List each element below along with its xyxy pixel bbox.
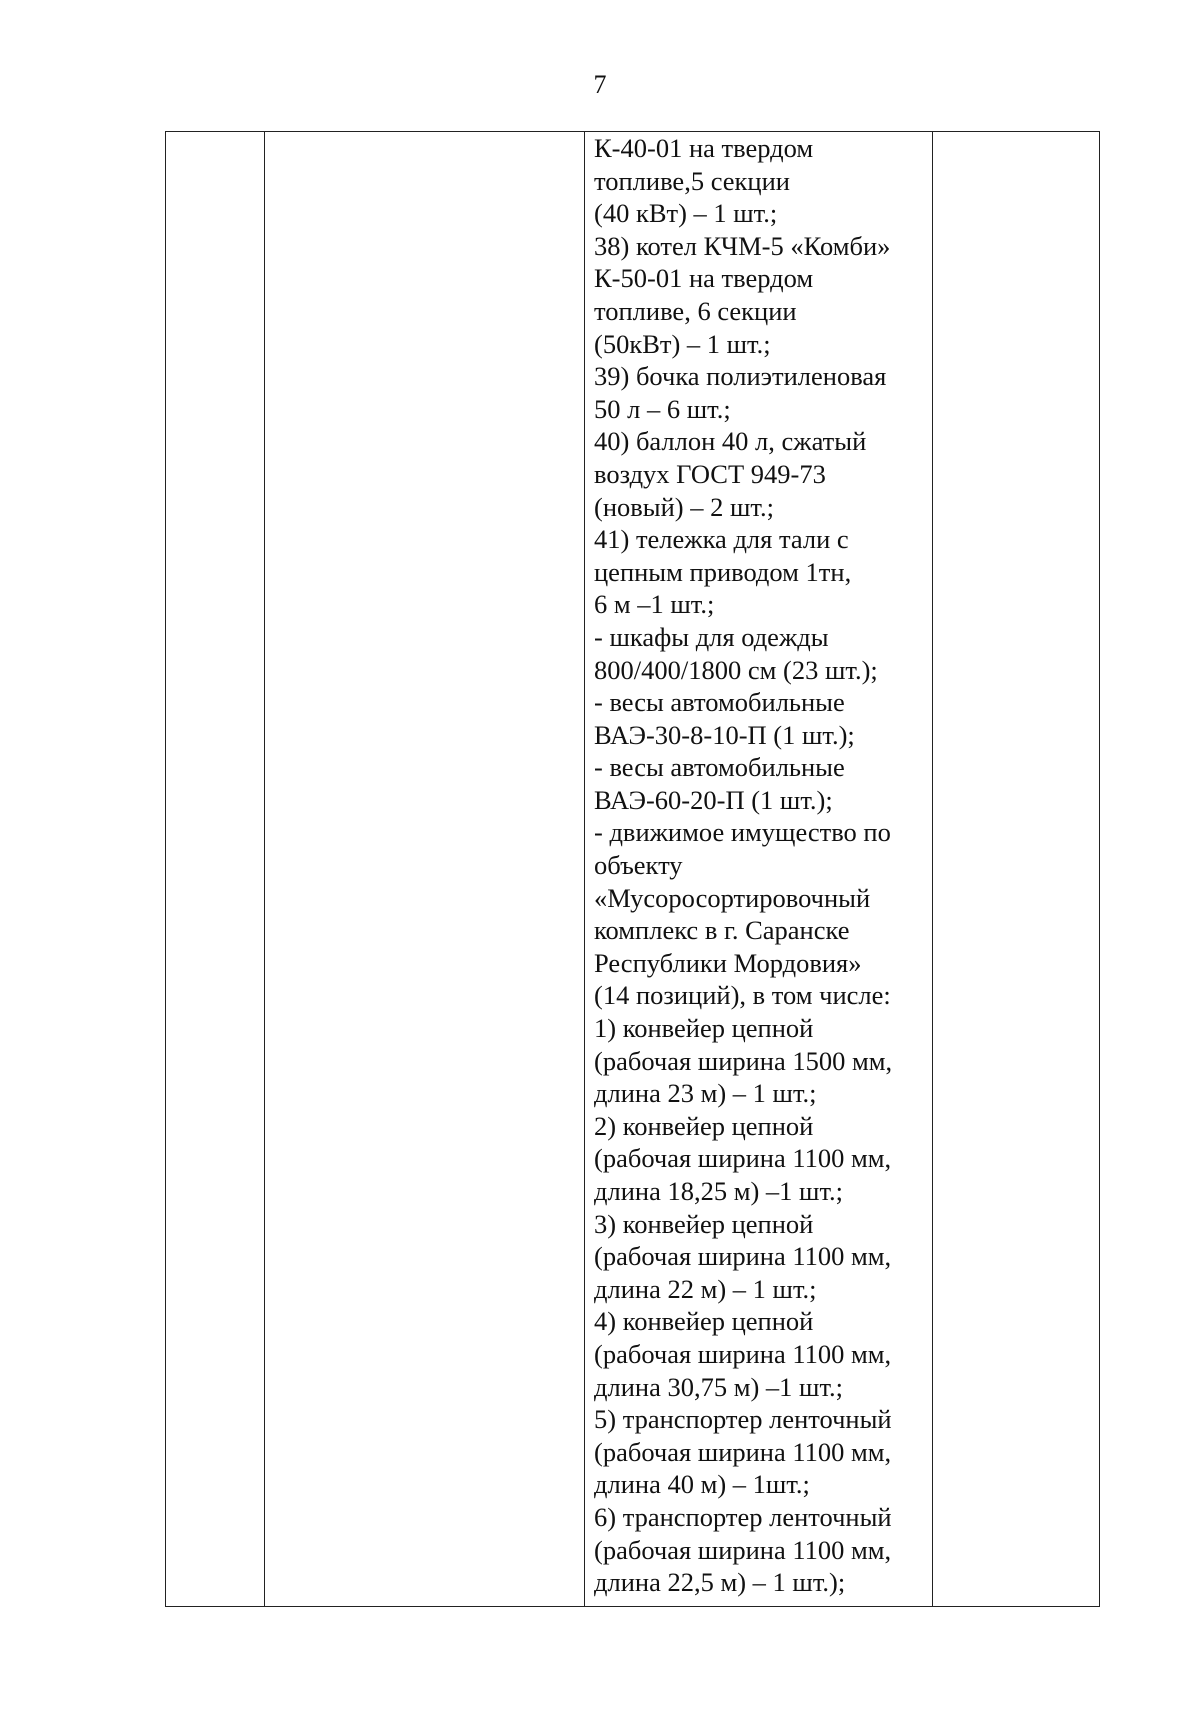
- table-cell-line: 38) котел КЧМ-5 «Комби»: [594, 230, 891, 261]
- document-table: [165, 131, 1100, 1607]
- table-cell-line: 40) баллон 40 л, сжатый: [594, 426, 867, 457]
- table-cell-line: (новый) – 2 шт.;: [594, 491, 774, 522]
- table-cell-line: топливе, 6 секции: [594, 295, 797, 326]
- table-column-divider: [264, 132, 265, 1606]
- page-number: 7: [593, 70, 607, 99]
- table-cell-line: 4) конвейер цепной: [594, 1306, 814, 1337]
- table-cell-property-list: [594, 132, 929, 1599]
- table-cell-line: цепным приводом 1тн,: [594, 556, 852, 587]
- table-cell-line: (40 кВт) – 1 шт.;: [594, 198, 778, 229]
- table-cell-line: длина 23 м) – 1 шт.;: [594, 1078, 817, 1109]
- table-cell-line: топливе,5 секции: [594, 165, 790, 196]
- table-cell-line: 5) транспортер ленточный: [594, 1404, 892, 1435]
- table-cell-line: «Мусоросортировочный: [594, 882, 871, 913]
- table-cell-line: (рабочая ширина 1100 мм,: [594, 1436, 892, 1467]
- table-cell-line: - движимое имущество по: [594, 817, 891, 848]
- table-cell-line: 1) конвейер цепной: [594, 1013, 814, 1044]
- table-cell-line: К-40-01 на твердом: [594, 133, 814, 163]
- table-cell-line: длина 18,25 м) –1 шт.;: [594, 1176, 844, 1206]
- table-cell-line: (50кВт) – 1 шт.;: [594, 328, 771, 359]
- table-cell-line: - весы автомобильные: [594, 687, 845, 718]
- table-cell-line: 41) тележка для тали с: [594, 524, 849, 555]
- table-cell-line: комплекс в г. Саранске: [594, 915, 850, 946]
- table-cell-line: длина 40 м) – 1шт.;: [594, 1469, 810, 1500]
- table-cell-line: ВАЭ-30-8-10-П (1 шт.);: [594, 719, 855, 750]
- table-cell-line: (рабочая ширина 1100 мм,: [594, 1241, 892, 1272]
- table-cell-line: (рабочая ширина 1500 мм,: [594, 1045, 893, 1076]
- table-cell-line: 6) транспортер ленточный: [594, 1501, 892, 1532]
- table-cell-line: 2) конвейер цепной: [594, 1110, 814, 1141]
- table-cell-line: 800/400/1800 см (23 шт.);: [594, 654, 878, 685]
- table-cell-line: (14 позиций), в том числе:: [594, 980, 891, 1011]
- table-column-divider: [584, 132, 585, 1606]
- table-cell-line: 6 м –1 шт.;: [594, 589, 715, 620]
- table-cell-line: (рабочая ширина 1100 мм,: [594, 1143, 892, 1174]
- table-cell-line: ВАЭ-60-20-П (1 шт.);: [594, 784, 833, 815]
- table-cell-line: - весы автомобильные: [594, 752, 845, 783]
- table-column-divider: [932, 132, 933, 1606]
- table-cell-line: Республики Мордовия»: [594, 947, 862, 978]
- table-cell-line: длина 30,75 м) –1 шт.;: [594, 1371, 844, 1402]
- table-cell-line: - шкафы для одежды: [594, 621, 829, 652]
- table-cell-line: 50 л – 6 шт.;: [594, 393, 731, 424]
- table-cell-line: воздух ГОСТ 949-73: [594, 458, 826, 489]
- table-cell-line: (рабочая ширина 1100 мм,: [594, 1338, 892, 1369]
- table-cell-line: (рабочая ширина 1100 мм,: [594, 1534, 892, 1565]
- table-cell-line: К-50-01 на твердом: [594, 263, 814, 294]
- table-cell-line: объекту: [594, 850, 683, 881]
- table-cell-line: длина 22 м) – 1 шт.;: [594, 1273, 817, 1304]
- table-cell-line: 3) конвейер цепной: [594, 1208, 814, 1239]
- table-cell-line: 39) бочка полиэтиленовая: [594, 361, 887, 392]
- table-cell-line: длина 22,5 м) – 1 шт.);: [594, 1567, 846, 1598]
